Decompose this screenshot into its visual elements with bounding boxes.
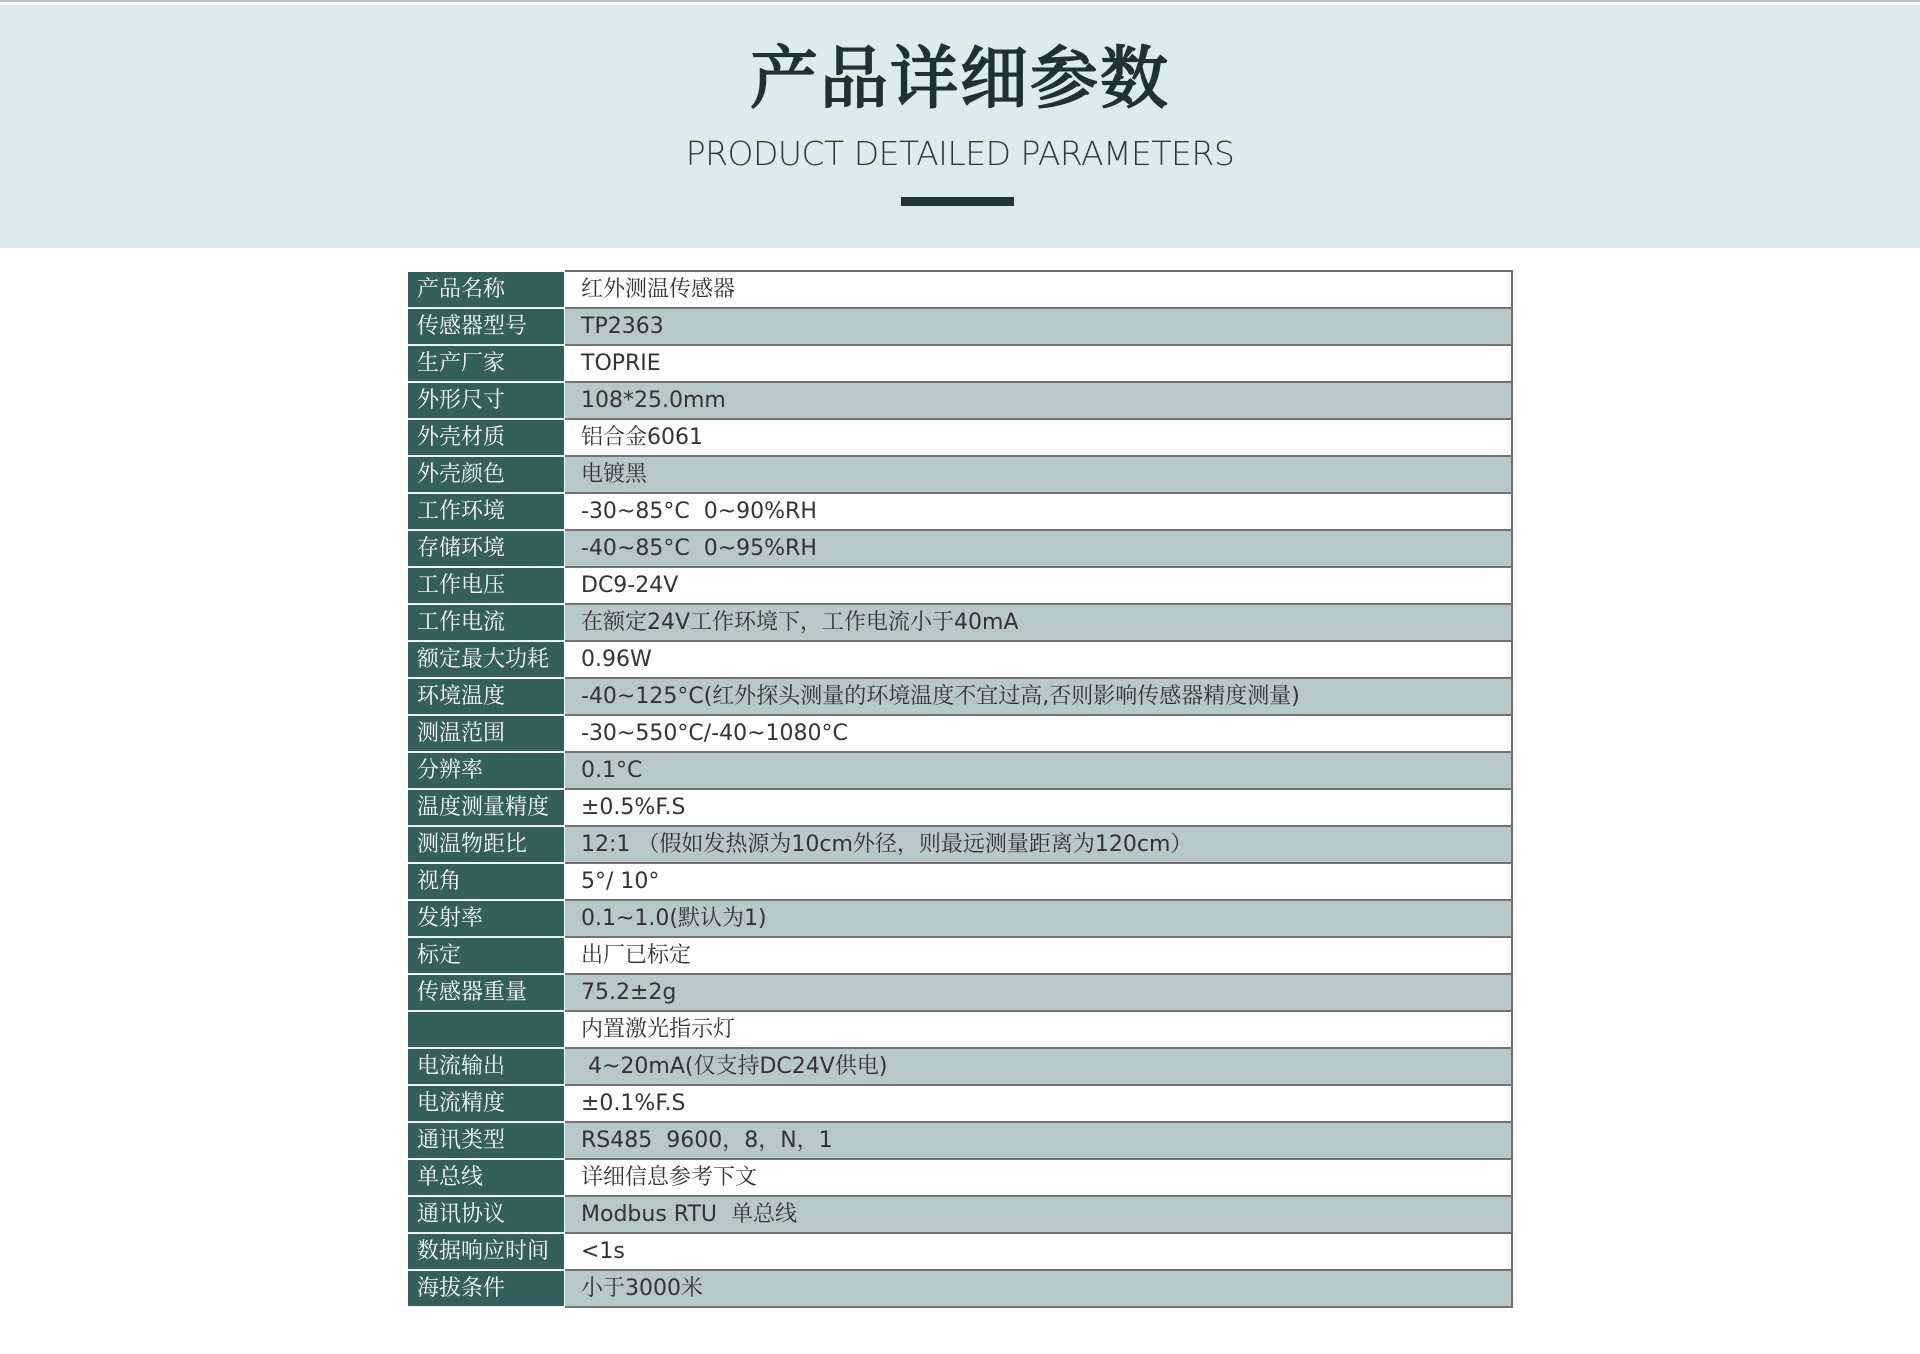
spec-label: 单总线 — [408, 1160, 564, 1196]
spec-label: 分辨率 — [408, 753, 564, 789]
spec-label: 工作环境 — [408, 494, 564, 530]
spec-row — [408, 790, 1513, 827]
spec-row — [408, 568, 1513, 605]
spec-label: 通讯协议 — [408, 1197, 564, 1233]
spec-row — [408, 753, 1513, 790]
spec-label: 电流精度 — [408, 1086, 564, 1122]
spec-label: 工作电流 — [408, 605, 564, 641]
spec-row — [408, 272, 1513, 309]
spec-label: 发射率 — [408, 901, 564, 937]
spec-row — [408, 1086, 1513, 1123]
spec-label: 工作电压 — [408, 568, 564, 604]
spec-value: 在额定24V工作环境下，工作电流小于40mA — [565, 605, 1513, 642]
spec-value: 75.2±2g — [565, 975, 1513, 1012]
spec-label: 生产厂家 — [408, 346, 564, 382]
spec-row — [408, 346, 1513, 383]
spec-row — [408, 420, 1513, 457]
spec-value: RS485 9600，8，N，1 — [565, 1123, 1513, 1160]
spec-value: 电镀黑 — [565, 457, 1513, 494]
spec-label: 视角 — [408, 864, 564, 900]
spec-value: TOPRIE — [565, 346, 1513, 383]
spec-value: Modbus RTU 单总线 — [565, 1197, 1513, 1234]
spec-label: 标定 — [408, 938, 564, 974]
spec-value: 0.1~1.0(默认为1) — [565, 901, 1513, 938]
spec-value: 详细信息参考下文 — [565, 1160, 1513, 1197]
spec-row — [408, 716, 1513, 753]
spec-value: 0.1°C — [565, 753, 1513, 790]
spec-label: 存储环境 — [408, 531, 564, 567]
spec-value: 小于3000米 — [565, 1271, 1513, 1308]
spec-row — [408, 679, 1513, 716]
spec-row — [408, 864, 1513, 901]
spec-label: 测温范围 — [408, 716, 564, 752]
spec-row — [408, 1197, 1513, 1234]
spec-row — [408, 938, 1513, 975]
spec-row — [408, 531, 1513, 568]
spec-value: 出厂已标定 — [565, 938, 1513, 975]
spec-label: 通讯类型 — [408, 1123, 564, 1159]
spec-label — [408, 1012, 564, 1048]
spec-label: 数据响应时间 — [408, 1234, 564, 1270]
spec-row — [408, 642, 1513, 679]
spec-value: 0.96W — [565, 642, 1513, 679]
spec-value: -30~550°C/-40~1080°C — [565, 716, 1513, 753]
spec-label: 海拔条件 — [408, 1271, 564, 1307]
spec-row — [408, 605, 1513, 642]
spec-value: TP2363 — [565, 309, 1513, 346]
spec-value: 108*25.0mm — [565, 383, 1513, 420]
spec-row — [408, 383, 1513, 420]
spec-label: 传感器重量 — [408, 975, 564, 1011]
spec-row — [408, 1012, 1513, 1049]
spec-value: 铝合金6061 — [565, 420, 1513, 457]
spec-label: 外壳颜色 — [408, 457, 564, 493]
spec-value: 12:1 （假如发热源为10cm外径，则最远测量距离为120cm） — [565, 827, 1513, 864]
spec-value: 5°/ 10° — [565, 864, 1513, 901]
spec-row — [408, 1123, 1513, 1160]
spec-label: 外形尺寸 — [408, 383, 564, 419]
spec-value: -40~125°C(红外探头测量的环境温度不宜过高,否则影响传感器精度测量) — [565, 679, 1513, 716]
title-underline-bar — [901, 197, 1014, 206]
spec-value: 4~20mA(仅支持DC24V供电) — [565, 1049, 1513, 1086]
top-divider-line — [0, 0, 1920, 2]
spec-value: -40~85°C 0~95%RH — [565, 531, 1513, 568]
spec-value: <1s — [565, 1234, 1513, 1271]
spec-value: 红外测温传感器 — [565, 272, 1513, 309]
spec-row — [408, 494, 1513, 531]
page-title: 产品详细参数 — [749, 40, 1170, 119]
page-subtitle: PRODUCT DETAILED PARAMETERS — [685, 134, 1235, 173]
spec-row — [408, 1160, 1513, 1197]
spec-value: ±0.5%F.S — [565, 790, 1513, 827]
spec-value: 内置激光指示灯 — [565, 1012, 1513, 1049]
spec-label: 传感器型号 — [408, 309, 564, 345]
spec-label: 环境温度 — [408, 679, 564, 715]
spec-value: -30~85°C 0~90%RH — [565, 494, 1513, 531]
spec-label: 产品名称 — [408, 272, 564, 308]
spec-row — [408, 309, 1513, 346]
spec-label: 电流输出 — [408, 1049, 564, 1085]
spec-label: 温度测量精度 — [408, 790, 564, 826]
spec-row — [408, 457, 1513, 494]
spec-label: 测温物距比 — [408, 827, 564, 863]
spec-row — [408, 901, 1513, 938]
spec-value: DC9-24V — [565, 568, 1513, 605]
spec-rows — [408, 272, 1513, 1308]
spec-value: ±0.1%F.S — [565, 1086, 1513, 1123]
spec-row — [408, 1234, 1513, 1271]
spec-row — [408, 975, 1513, 1012]
spec-row — [408, 827, 1513, 864]
spec-row — [408, 1049, 1513, 1086]
spec-label: 额定最大功耗 — [408, 642, 564, 678]
spec-label: 外壳材质 — [408, 420, 564, 456]
spec-row — [408, 1271, 1513, 1308]
